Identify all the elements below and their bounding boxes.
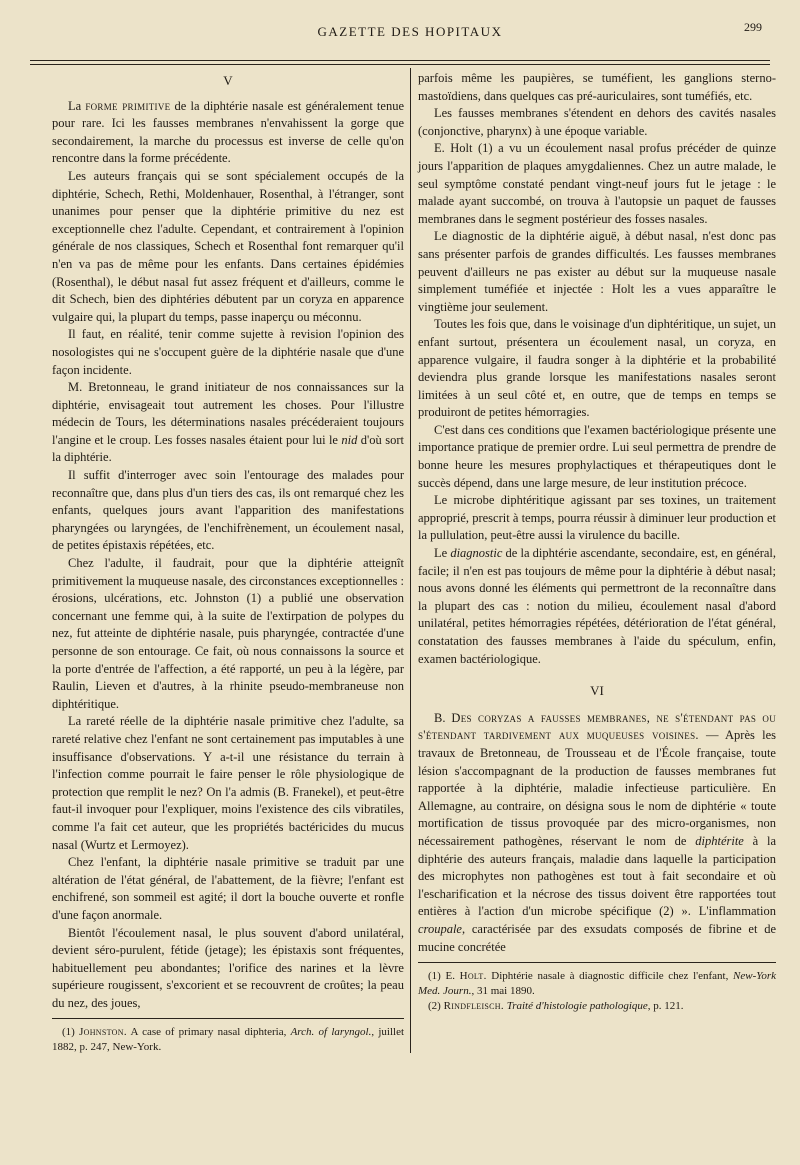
paragraph: Chez l'enfant, la diphtérie nasale primitive se traduit par une altération de l'état général, de l'abattement, de la fièvre; l'enfant est enchifrené, son sommeil est agité; il dort la bouche ouverte et ronfle d'une façon anormale. [52,855,404,922]
paragraph-text: M. Bretonneau, le grand initiateur de nos connaissances sur la diphtérie, envisageait tout autrement les choses. Pour l'illustre médecin de Tours, les déterminations nasales précéderaient toujours l'angine et le croup. Les fosses nasales étaient pour lui le [52,380,404,447]
footnote-text-end: , juillet 1882, p. 247, New-York. [52,1026,405,1054]
header-rule-thin [30,64,770,65]
emphasis: diphtérite [695,833,744,848]
footnote-journal: Arch. of laryngol. [290,1026,372,1039]
paragraph: Les fausses membranes s'étendent en dehors des cavités nasales (conjonctive, pharynx) à une époque variable. [418,106,776,138]
left-column [52,70,404,1055]
paragraph: Chez l'adulte, il faudrait, pour que la diphtérie atteignît primitivement la muqueuse nasale, des circonstances exceptionnelles : érosions, ulcérations, etc. Johnston (1) a publié une observation concernant une femme qui, à la suite de l'extirpation de polypes du nez, fut atteinte de diphtérie nasale, puis pharyngée, contractée d'une personne de son entourage. Ce fait, où nous connaissons la source et la porte d'entrée de l'affection, a été rapporté, un peu à la légère, par Raulin, Lieven et d'autres, à la rhinite pseudo-membraneuse non diphtéritique. [52,556,404,711]
footnote-author: Johnston. [79,1026,127,1039]
footnotes-left [52,1025,404,1055]
footnote-text-end: , p. 121. [647,1000,684,1013]
footnote-journal: Traité d'histologie pathologique [506,1000,648,1013]
paragraph: Le diagnostic de la diphtérie aiguë, à début nasal, n'est donc pas sans présenter parfois de grandes difficultés. Les fausses membranes peuvent d'ailleurs ne pas exister au début sur la muqueuse nasale simplement tuméfiée et injectée : Holt les a vues apparaître le vingtième jour seulement. [418,229,776,314]
paragraph: La rareté réelle de la diphtérie nasale primitive chez l'adulte, sa rareté relative chez l'enfant ne sont certainement pas imputables à une insuffisance d'observations. Y a-t-il une résistance du terrain à l'infection comme pourrait le faire penser le rôle physiologique de protection que remplit le nez? On l'a admis (B. Franekel), et peut-être faut-il invoquer pour l'expliquer, moins l'existence des cils vibratiles, comme l'a fait cet auteur, que les propriétés bactéricides du mucus nasal (Wurtz et Lermoyez). [52,714,404,852]
header-rule [30,60,770,61]
emphasis: nid [341,432,358,447]
paragraph-text: — Après les travaux de Bretonneau, de Trousseau et de l'École française, toute lésion s'accompagnant de la production de fausses membranes fut rapportée à la diphtérie, maladie infectieuse particulière. En Allemagne, au contraire, on désigna sous le nom de diphtérie « toute mortification de tissus provoquée par des micro-organismes, non nécessairement pathogènes, réservant le nom de [418,728,776,848]
paragraph: Il faut, en réalité, tenir comme sujette à revision l'opinion des nosologistes qui ne s'occupent guère de la diphtérie nasale que d'une façon incidente. [52,327,404,377]
paragraph: Bientôt l'écoulement nasal, le plus souvent d'abord unilatéral, devient séro-purulent, fétide (jetage); les épistaxis sont fréquentes, habituellement peu abondantes; l'orifice des narines et la lèvre supérieure rougissent, s'excorient et se recouvrent de croûtes; la peau du nez, des joues, [52,925,404,1010]
smallcaps-term: forme primitive [85,98,171,113]
paragraph [52,98,404,168]
paragraph-text: d'où sort la diphtérie. [52,432,404,465]
paragraph-lead: La [68,98,86,113]
paragraph: E. Holt (1) a vu un écoulement nasal profus précéder de quinze jours l'apparition de plaques amygdaliennes. Chez un autre malade, le seul symptôme constaté pendant vingt-neuf jours fut le jetage : le malade ayant succombé, on trouva à l'autopsie un paquet de fausses membranes dans le segment postérieur des fosses nasales. [418,141,776,226]
footnote-journal: New-York Med. Journ. [418,970,777,998]
paragraph [52,379,404,467]
footnote-number: (2) [428,1000,444,1013]
footnote-rule [418,962,776,963]
page-header [50,18,770,54]
column-divider [410,68,411,1053]
emphasis: croupale [418,921,462,936]
footnote [418,969,776,999]
section-heading-v: V [223,73,233,88]
paragraph: Les auteurs français qui se sont spécialement occupés de la diphtérie, Schech, Rethi, Moldenhauer, Rosenthal, à l'étranger, sont unanimes pour penser que la diphtérie primitive du nez est exceptionnelle chez l'adulte. Cependant, et contrairement à l'opinion générale de nos classiques, Schech et Rosenthal font remarquer qu'il n'en va pas de même pour les enfants. Dans certaines épidémies (Rosenthal), le début nasal fut assez fréquent et d'ailleurs, comme le dit Schech, bien des diphtéries débutent par un coryza en apparence vulgaire qui, la plupart du temps, passe inaperçu ou méconnu. [52,168,404,324]
section-heading-vi: VI [590,683,604,699]
footnote-text-end: , 31 mai 1890. [471,985,535,998]
paragraph: parfois même les paupières, se tuméfient, les ganglions sterno-mastoïdiens, dans quelques cas pré-auriculaires, sont tuméfiés, etc. [418,71,776,103]
paragraph [418,710,776,956]
section-title-smallcaps: Des coryzas a fausses membranes, ne s'étendant pas ou s'étendant tardivement aux muqueuses voisines. [418,710,776,743]
page-number: 299 [744,20,762,34]
footnote-text: Diphtérie nasale à diagnostic difficile chez l'enfant, [486,970,734,983]
footnote-number: (1) [62,1026,80,1039]
paragraph: Le microbe diphtéritique agissant par ses toxines, un traitement approprié, prescrit à temps, pourra réussir à diminuer leur production et la pullulation, peut-être aussi la virulence du bacille. [418,493,776,543]
emphasis: diagnostic [450,546,503,561]
journal-title: GAZETTE DES HOPITAUX [317,24,503,39]
paragraph-text: de la diphtérie ascendante, secondaire, est, en général, facile; il n'en est pas toujours de même pour la diphtérie à début nasal; nous avons donné les éléments qui permettront de la reconnaître dans la plupart des cas : notion du milieu, écoulement nasal d'abord unilatéral, petites hémorragies répétées, détérioration de l'état général, constatation des fausses membranes à l'aide du spéculum, enfin, examen bactériologique. [418,546,776,666]
footnote-number: (1) E. [428,970,460,983]
footnote-rule [52,1018,404,1019]
paragraph [418,545,776,668]
right-column [418,70,776,1014]
footnote-author: Holt. [459,970,487,983]
paragraph: Toutes les fois que, dans le voisinage d'un diphtéritique, un sujet, un enfant surtout, présentera un écoulement nasal, un coryza, en apparence vulgaire, il faudra songer à la diphtérie et la probabilité deviendra plus grande lorsque les manifestations nasales seront limitées à un seul côté et, en outre, que de temps en temps se produiront de petites hémorragies. [418,317,776,420]
paragraph: C'est dans ces conditions que l'examen bactériologique présente une importance pratique de premier ordre. Lui seul permettra de prendre de bonne heure les mesures prophylactiques et thérapeutiques dont le succès dépend, dans une large mesure, de leur institution précoce. [418,422,776,490]
paragraph-text: Le [434,546,451,561]
paragraph-text: de la diphtérie nasale est généralement tenue pour rare. Ici les fausses membranes n'envahissent la gorge que secondairement, la marche du processus est inverse de celle qu'on rencontre dans la forme précédente. [52,98,404,166]
paragraph-lead: B. [434,710,452,725]
footnotes-right [418,969,776,1014]
paragraph-text: , caractérisée par des exsudats composés de fibrine et de mucine concrétée [418,921,776,954]
footnote [418,999,776,1014]
paragraph: Il suffit d'interroger avec soin l'entourage des malades pour reconnaître que, dans plus d'un tiers des cas, ils ont remarqué chez les enfants, quelques jours avant l'apparition des manifestations pharyngées ou laryngées, de l'enchifrènement, un écoulement nasal, de petites épistaxis répétées, etc. [52,468,404,553]
paragraph-text: à la diphtérie des auteurs français, maladie dans laquelle la participation des microphytes non pathogènes est tout à fait secondaire et où l'escharification et la nécrose des tissus doivent être rapportées tout entières à l'action d'un microbe spécifique (2) ». L'inflammation [418,833,776,919]
footnote-text: A case of primary nasal diphteria, [126,1026,291,1039]
footnote-author: Rindfleisch. [443,1000,504,1013]
footnote [52,1025,404,1055]
